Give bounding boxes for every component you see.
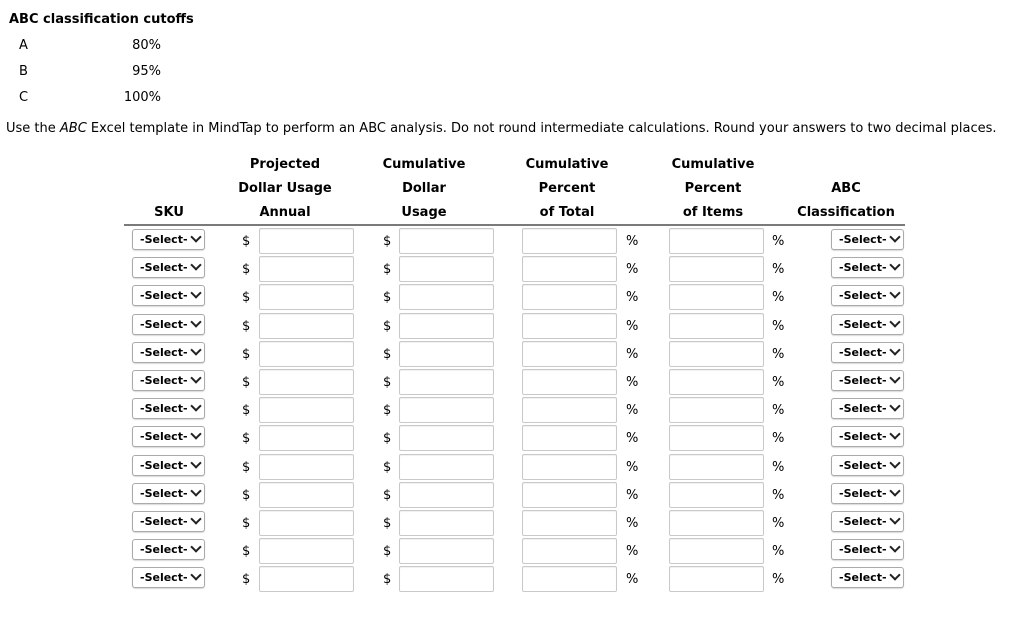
percent-sign: % — [772, 234, 785, 249]
table-row — [0, 566, 1024, 594]
abc-classification-select[interactable] — [831, 539, 904, 560]
cumulative-percent-total-input[interactable] — [522, 510, 617, 536]
dollar-sign: $ — [383, 375, 392, 390]
percent-sign: % — [626, 544, 639, 560]
chevron-down-icon — [190, 316, 201, 327]
select-placeholder-text: -Select- — [140, 233, 188, 246]
dollar-sign: $ — [242, 516, 251, 531]
abc-classification-select[interactable] — [831, 426, 904, 447]
table-row — [0, 425, 1024, 453]
instructions-text: Use the ABC Excel template in MindTap to perform an ABC analysis. Do not round intermediate calculations. Round your answers to two decimal places. — [6, 121, 997, 136]
sku-select[interactable] — [132, 483, 205, 504]
cutoff-class-label: A — [19, 38, 28, 53]
dollar-sign: $ — [383, 346, 392, 362]
header-annual-usage: Projected Dollar Usage Annual — [238, 157, 332, 220]
percent-sign: % — [772, 516, 785, 531]
table-row — [0, 482, 1024, 510]
table-row — [0, 228, 1024, 256]
select-placeholder-text: -Select- — [140, 571, 188, 585]
percent-sign: % — [772, 346, 785, 362]
dollar-sign: $ — [242, 318, 251, 334]
dollar-sign: $ — [242, 487, 251, 503]
annual-usage-input[interactable] — [259, 566, 354, 592]
annual-usage-input[interactable] — [259, 482, 354, 508]
percent-sign: % — [772, 459, 785, 475]
dollar-sign: $ — [383, 572, 392, 588]
dollar-sign: $ — [242, 572, 251, 588]
chevron-down-icon — [889, 231, 900, 242]
cumulative-percent-items-input[interactable] — [669, 566, 764, 592]
cumulative-percent-items-input[interactable] — [669, 341, 764, 367]
table-row — [0, 256, 1024, 284]
select-placeholder-text: -Select- — [839, 374, 887, 387]
table-row — [0, 313, 1024, 341]
instructions-italic: ABC — [59, 121, 87, 136]
cutoff-class-label: C — [19, 90, 29, 105]
cumulative-percent-items-input[interactable] — [669, 425, 764, 451]
chevron-down-icon — [889, 372, 900, 383]
cumulative-percent-items-input[interactable] — [669, 454, 764, 480]
cumulative-dollar-usage-input[interactable] — [399, 510, 494, 536]
percent-sign: % — [772, 544, 785, 560]
chevron-down-icon — [889, 457, 900, 468]
abc-classification-select[interactable] — [831, 229, 904, 250]
select-placeholder-text: -Select- — [839, 261, 887, 275]
table-row — [0, 397, 1024, 425]
select-placeholder-text: -Select- — [839, 571, 887, 585]
annual-usage-input[interactable] — [259, 256, 354, 282]
dollar-sign: $ — [242, 234, 251, 249]
select-placeholder-text: -Select- — [140, 515, 188, 528]
chevron-down-icon — [889, 570, 900, 581]
table-row — [0, 341, 1024, 369]
cumulative-percent-total-input[interactable] — [522, 369, 617, 395]
cumulative-dollar-usage-input[interactable] — [399, 482, 494, 508]
chevron-down-icon — [889, 260, 900, 271]
annual-usage-input[interactable] — [259, 538, 354, 564]
abc-classification-select[interactable] — [831, 455, 904, 476]
cumulative-percent-items-input[interactable] — [669, 397, 764, 423]
select-placeholder-text: -Select- — [140, 402, 188, 416]
chevron-down-icon — [889, 542, 900, 553]
dollar-sign: $ — [383, 290, 392, 306]
cumulative-dollar-usage-input[interactable] — [399, 341, 494, 367]
abc-classification-select[interactable] — [831, 567, 904, 588]
select-placeholder-text: -Select- — [839, 345, 887, 359]
cutoff-percent-value: 95% — [132, 64, 161, 79]
sku-select[interactable] — [132, 314, 205, 335]
percent-sign: % — [772, 290, 785, 306]
percent-sign: % — [626, 572, 639, 588]
header-cumulative-dollar-usage: Cumulative Dollar Usage — [382, 157, 466, 220]
cumulative-percent-items-input[interactable] — [669, 510, 764, 536]
header-cumulative-percent-items: Cumulative Percent of Items — [671, 157, 755, 220]
dollar-sign: $ — [383, 318, 392, 334]
cumulative-dollar-usage-input[interactable] — [399, 397, 494, 423]
chevron-down-icon — [889, 288, 900, 299]
select-placeholder-text: -Select- — [140, 430, 188, 444]
sku-select[interactable] — [132, 229, 205, 250]
table-row — [0, 538, 1024, 566]
percent-sign: % — [626, 262, 639, 278]
cutoffs-title: ABC classification cutoffs — [9, 12, 194, 27]
percent-sign: % — [772, 403, 785, 419]
select-placeholder-text: -Select- — [140, 289, 188, 303]
cutoff-row — [0, 38, 180, 56]
select-placeholder-text: -Select- — [839, 515, 887, 528]
abc-classification-select[interactable] — [831, 285, 904, 306]
dollar-sign: $ — [242, 544, 251, 560]
cutoff-row — [0, 90, 180, 108]
select-placeholder-text: -Select- — [839, 402, 887, 416]
cumulative-dollar-usage-input[interactable] — [399, 284, 494, 310]
table-row — [0, 369, 1024, 397]
cumulative-percent-total-input[interactable] — [522, 284, 617, 310]
select-placeholder-text: -Select- — [140, 374, 188, 387]
cumulative-dollar-usage-input[interactable] — [399, 425, 494, 451]
cumulative-percent-total-input[interactable] — [522, 482, 617, 508]
percent-sign: % — [772, 262, 785, 278]
cumulative-percent-total-input[interactable] — [522, 566, 617, 592]
cumulative-percent-total-input[interactable] — [522, 228, 617, 254]
annual-usage-input[interactable] — [259, 454, 354, 480]
percent-sign: % — [772, 572, 785, 588]
percent-sign: % — [626, 431, 639, 447]
cumulative-percent-total-input[interactable] — [522, 256, 617, 282]
percent-sign: % — [626, 516, 639, 531]
cumulative-dollar-usage-input[interactable] — [399, 369, 494, 395]
chevron-down-icon — [190, 513, 201, 524]
header-sku: SKU — [154, 205, 184, 220]
cumulative-percent-items-input[interactable] — [669, 256, 764, 282]
chevron-down-icon — [190, 570, 201, 581]
percent-sign: % — [626, 234, 639, 249]
chevron-down-icon — [190, 344, 201, 355]
annual-usage-input[interactable] — [259, 425, 354, 451]
annual-usage-input[interactable] — [259, 510, 354, 536]
dollar-sign: $ — [383, 431, 392, 447]
header-divider — [124, 224, 905, 226]
table-row — [0, 284, 1024, 312]
chevron-down-icon — [889, 344, 900, 355]
chevron-down-icon — [190, 485, 201, 496]
cumulative-percent-total-input[interactable] — [522, 425, 617, 451]
sku-select[interactable] — [132, 370, 205, 391]
cumulative-percent-items-input[interactable] — [669, 284, 764, 310]
sku-select[interactable] — [132, 567, 205, 588]
sku-select[interactable] — [132, 426, 205, 447]
annual-usage-input[interactable] — [259, 369, 354, 395]
chevron-down-icon — [889, 429, 900, 440]
cumulative-dollar-usage-input[interactable] — [399, 566, 494, 592]
sku-select[interactable] — [132, 539, 205, 560]
cumulative-percent-items-input[interactable] — [669, 313, 764, 339]
cumulative-dollar-usage-input[interactable] — [399, 256, 494, 282]
select-placeholder-text: -Select- — [839, 317, 887, 331]
sku-select[interactable] — [132, 257, 205, 278]
cutoff-row — [0, 64, 180, 82]
cumulative-percent-total-input[interactable] — [522, 538, 617, 564]
annual-usage-input[interactable] — [259, 341, 354, 367]
chevron-down-icon — [190, 457, 201, 468]
dollar-sign: $ — [383, 403, 392, 419]
dollar-sign: $ — [242, 431, 251, 447]
dollar-sign: $ — [242, 290, 251, 306]
cumulative-percent-items-input[interactable] — [669, 538, 764, 564]
dollar-sign: $ — [383, 487, 392, 503]
cutoff-percent-value: 100% — [123, 90, 161, 105]
annual-usage-input[interactable] — [259, 284, 354, 310]
select-placeholder-text: -Select- — [140, 345, 188, 359]
header-abc-classification: ABC Classification — [797, 181, 895, 220]
chevron-down-icon — [889, 485, 900, 496]
select-placeholder-text: -Select- — [140, 317, 188, 331]
percent-sign: % — [626, 290, 639, 306]
chevron-down-icon — [889, 316, 900, 327]
abc-classification-select[interactable] — [831, 370, 904, 391]
cumulative-percent-items-input[interactable] — [669, 228, 764, 254]
cutoff-class-label: B — [19, 64, 28, 79]
abc-classification-select[interactable] — [831, 342, 904, 363]
sku-select[interactable] — [132, 455, 205, 476]
annual-usage-input[interactable] — [259, 397, 354, 423]
table-row — [0, 510, 1024, 538]
annual-usage-input[interactable] — [259, 313, 354, 339]
cumulative-dollar-usage-input[interactable] — [399, 228, 494, 254]
cumulative-dollar-usage-input[interactable] — [399, 538, 494, 564]
select-placeholder-text: -Select- — [839, 430, 887, 444]
chevron-down-icon — [190, 401, 201, 412]
table-row — [0, 454, 1024, 482]
dollar-sign: $ — [242, 346, 251, 362]
dollar-sign: $ — [383, 516, 392, 531]
percent-sign: % — [626, 487, 639, 503]
abc-classification-select[interactable] — [831, 257, 904, 278]
chevron-down-icon — [889, 513, 900, 524]
percent-sign: % — [772, 375, 785, 390]
select-placeholder-text: -Select- — [839, 233, 887, 246]
cumulative-percent-items-input[interactable] — [669, 482, 764, 508]
chevron-down-icon — [190, 429, 201, 440]
chevron-down-icon — [190, 372, 201, 383]
select-placeholder-text: -Select- — [839, 486, 887, 500]
dollar-sign: $ — [383, 262, 392, 278]
cumulative-percent-items-input[interactable] — [669, 369, 764, 395]
percent-sign: % — [626, 459, 639, 475]
sku-select[interactable] — [132, 342, 205, 363]
percent-sign: % — [626, 375, 639, 390]
sku-select[interactable] — [132, 398, 205, 419]
select-placeholder-text: -Select- — [839, 458, 887, 472]
cumulative-percent-total-input[interactable] — [522, 313, 617, 339]
sku-select[interactable] — [132, 285, 205, 306]
dollar-sign: $ — [383, 459, 392, 475]
abc-classification-select[interactable] — [831, 483, 904, 504]
select-placeholder-text: -Select- — [140, 261, 188, 275]
chevron-down-icon — [190, 231, 201, 242]
dollar-sign: $ — [242, 375, 251, 390]
select-placeholder-text: -Select- — [839, 543, 887, 557]
sku-select[interactable] — [132, 511, 205, 532]
dollar-sign: $ — [242, 262, 251, 278]
chevron-down-icon — [190, 542, 201, 553]
abc-classification-select[interactable] — [831, 314, 904, 335]
percent-sign: % — [626, 318, 639, 334]
chevron-down-icon — [190, 288, 201, 299]
cumulative-percent-total-input[interactable] — [522, 397, 617, 423]
select-placeholder-text: -Select- — [140, 543, 188, 557]
annual-usage-input[interactable] — [259, 228, 354, 254]
cumulative-dollar-usage-input[interactable] — [399, 313, 494, 339]
abc-classification-select[interactable] — [831, 511, 904, 532]
cumulative-percent-total-input[interactable] — [522, 454, 617, 480]
select-placeholder-text: -Select- — [140, 486, 188, 500]
cumulative-percent-total-input[interactable] — [522, 341, 617, 367]
select-placeholder-text: -Select- — [140, 458, 188, 472]
percent-sign: % — [626, 403, 639, 419]
abc-classification-select[interactable] — [831, 398, 904, 419]
cumulative-dollar-usage-input[interactable] — [399, 454, 494, 480]
percent-sign: % — [772, 318, 785, 334]
percent-sign: % — [772, 487, 785, 503]
header-cumulative-percent-total: Cumulative Percent of Total — [525, 157, 609, 220]
chevron-down-icon — [889, 401, 900, 412]
dollar-sign: $ — [242, 459, 251, 475]
dollar-sign: $ — [383, 544, 392, 560]
percent-sign: % — [772, 431, 785, 447]
select-placeholder-text: -Select- — [839, 289, 887, 303]
cutoff-percent-value: 80% — [132, 38, 161, 53]
dollar-sign: $ — [383, 234, 392, 249]
dollar-sign: $ — [242, 403, 251, 419]
percent-sign: % — [626, 346, 639, 362]
chevron-down-icon — [190, 260, 201, 271]
